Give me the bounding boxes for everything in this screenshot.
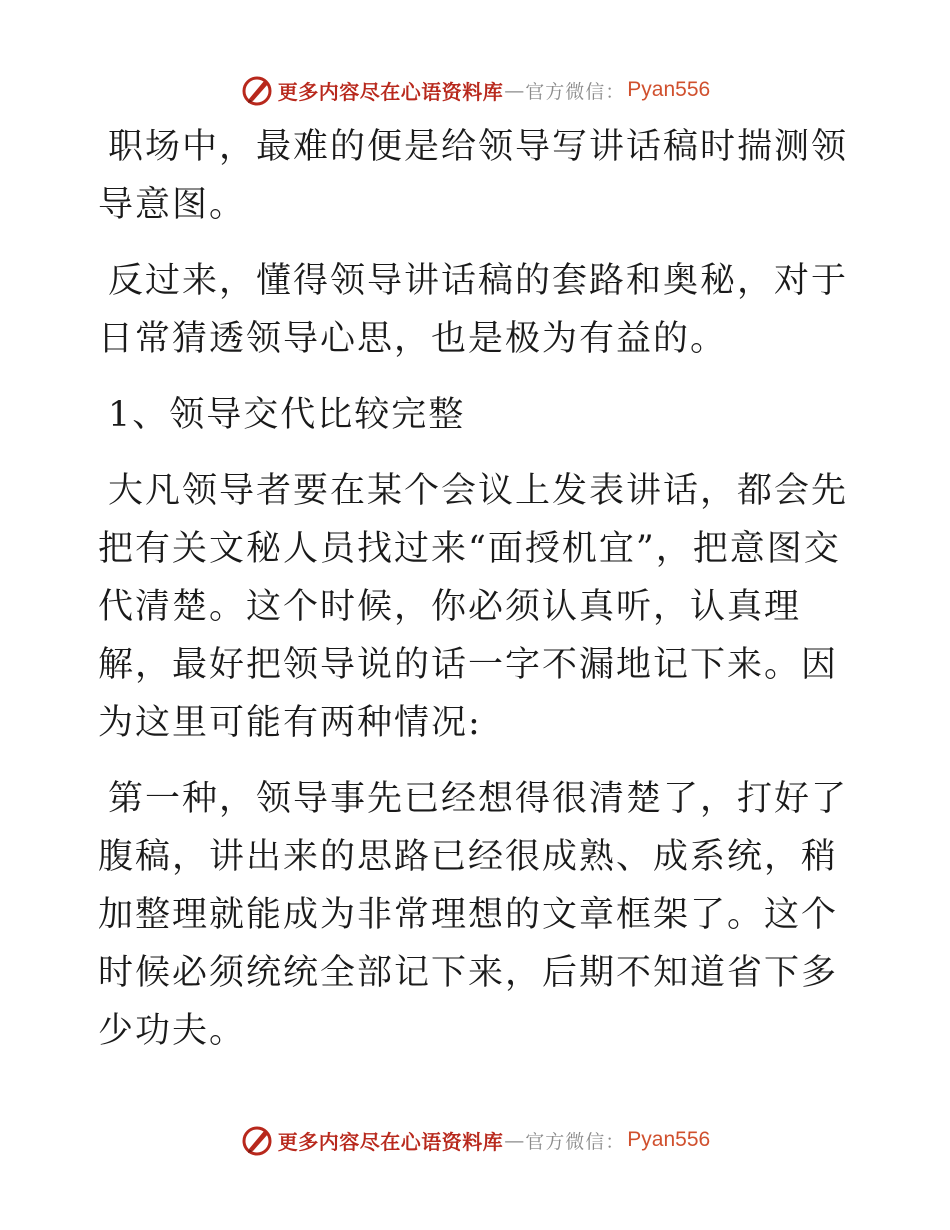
header-banner [0, 70, 950, 110]
banner-wechat-label: 官方微信： [525, 80, 626, 103]
document-body [98, 118, 858, 1078]
pen-logo-icon [240, 73, 274, 107]
paragraph-4: 第一种，领导事先已经想得很清楚了，打好了腹稿，讲出来的思路已经很成熟、成系统，稍加整理就能成为非常理想的文章框架了。这个时候必须统统全部记下来，后期不知道省下多少功夫。 [98, 779, 849, 1051]
banner-wechat-label: 官方微信： [525, 1130, 626, 1153]
footer-banner [0, 1120, 950, 1160]
banner-title: 更多内容尽在心语资料库 [277, 1129, 504, 1154]
banner-dash: — [504, 78, 525, 102]
section-heading: 1、领导交代比较完整 [108, 395, 466, 435]
pen-logo-icon [240, 1123, 274, 1157]
banner-wechat-id: Pyan556 [627, 1128, 711, 1151]
banner-wechat-id: Pyan556 [627, 78, 711, 101]
banner-title: 更多内容尽在心语资料库 [277, 79, 504, 104]
paragraph-1: 职场中，最难的便是给领导写讲话稿时揣测领导意图。 [98, 127, 849, 225]
paragraph-2: 反过来，懂得领导讲话稿的套路和奥秘，对于日常猜透领导心思，也是极为有益的。 [98, 261, 849, 359]
banner-dash: — [504, 1128, 525, 1152]
paragraph-3: 大凡领导者要在某个会议上发表讲话，都会先把有关文秘人员找过来“面授机宜”，把意图交代清楚。这个时候，你必须认真听，认真理解，最好把领导说的话一字不漏地记下来。因为这里可能有两种情况: [98, 471, 849, 743]
